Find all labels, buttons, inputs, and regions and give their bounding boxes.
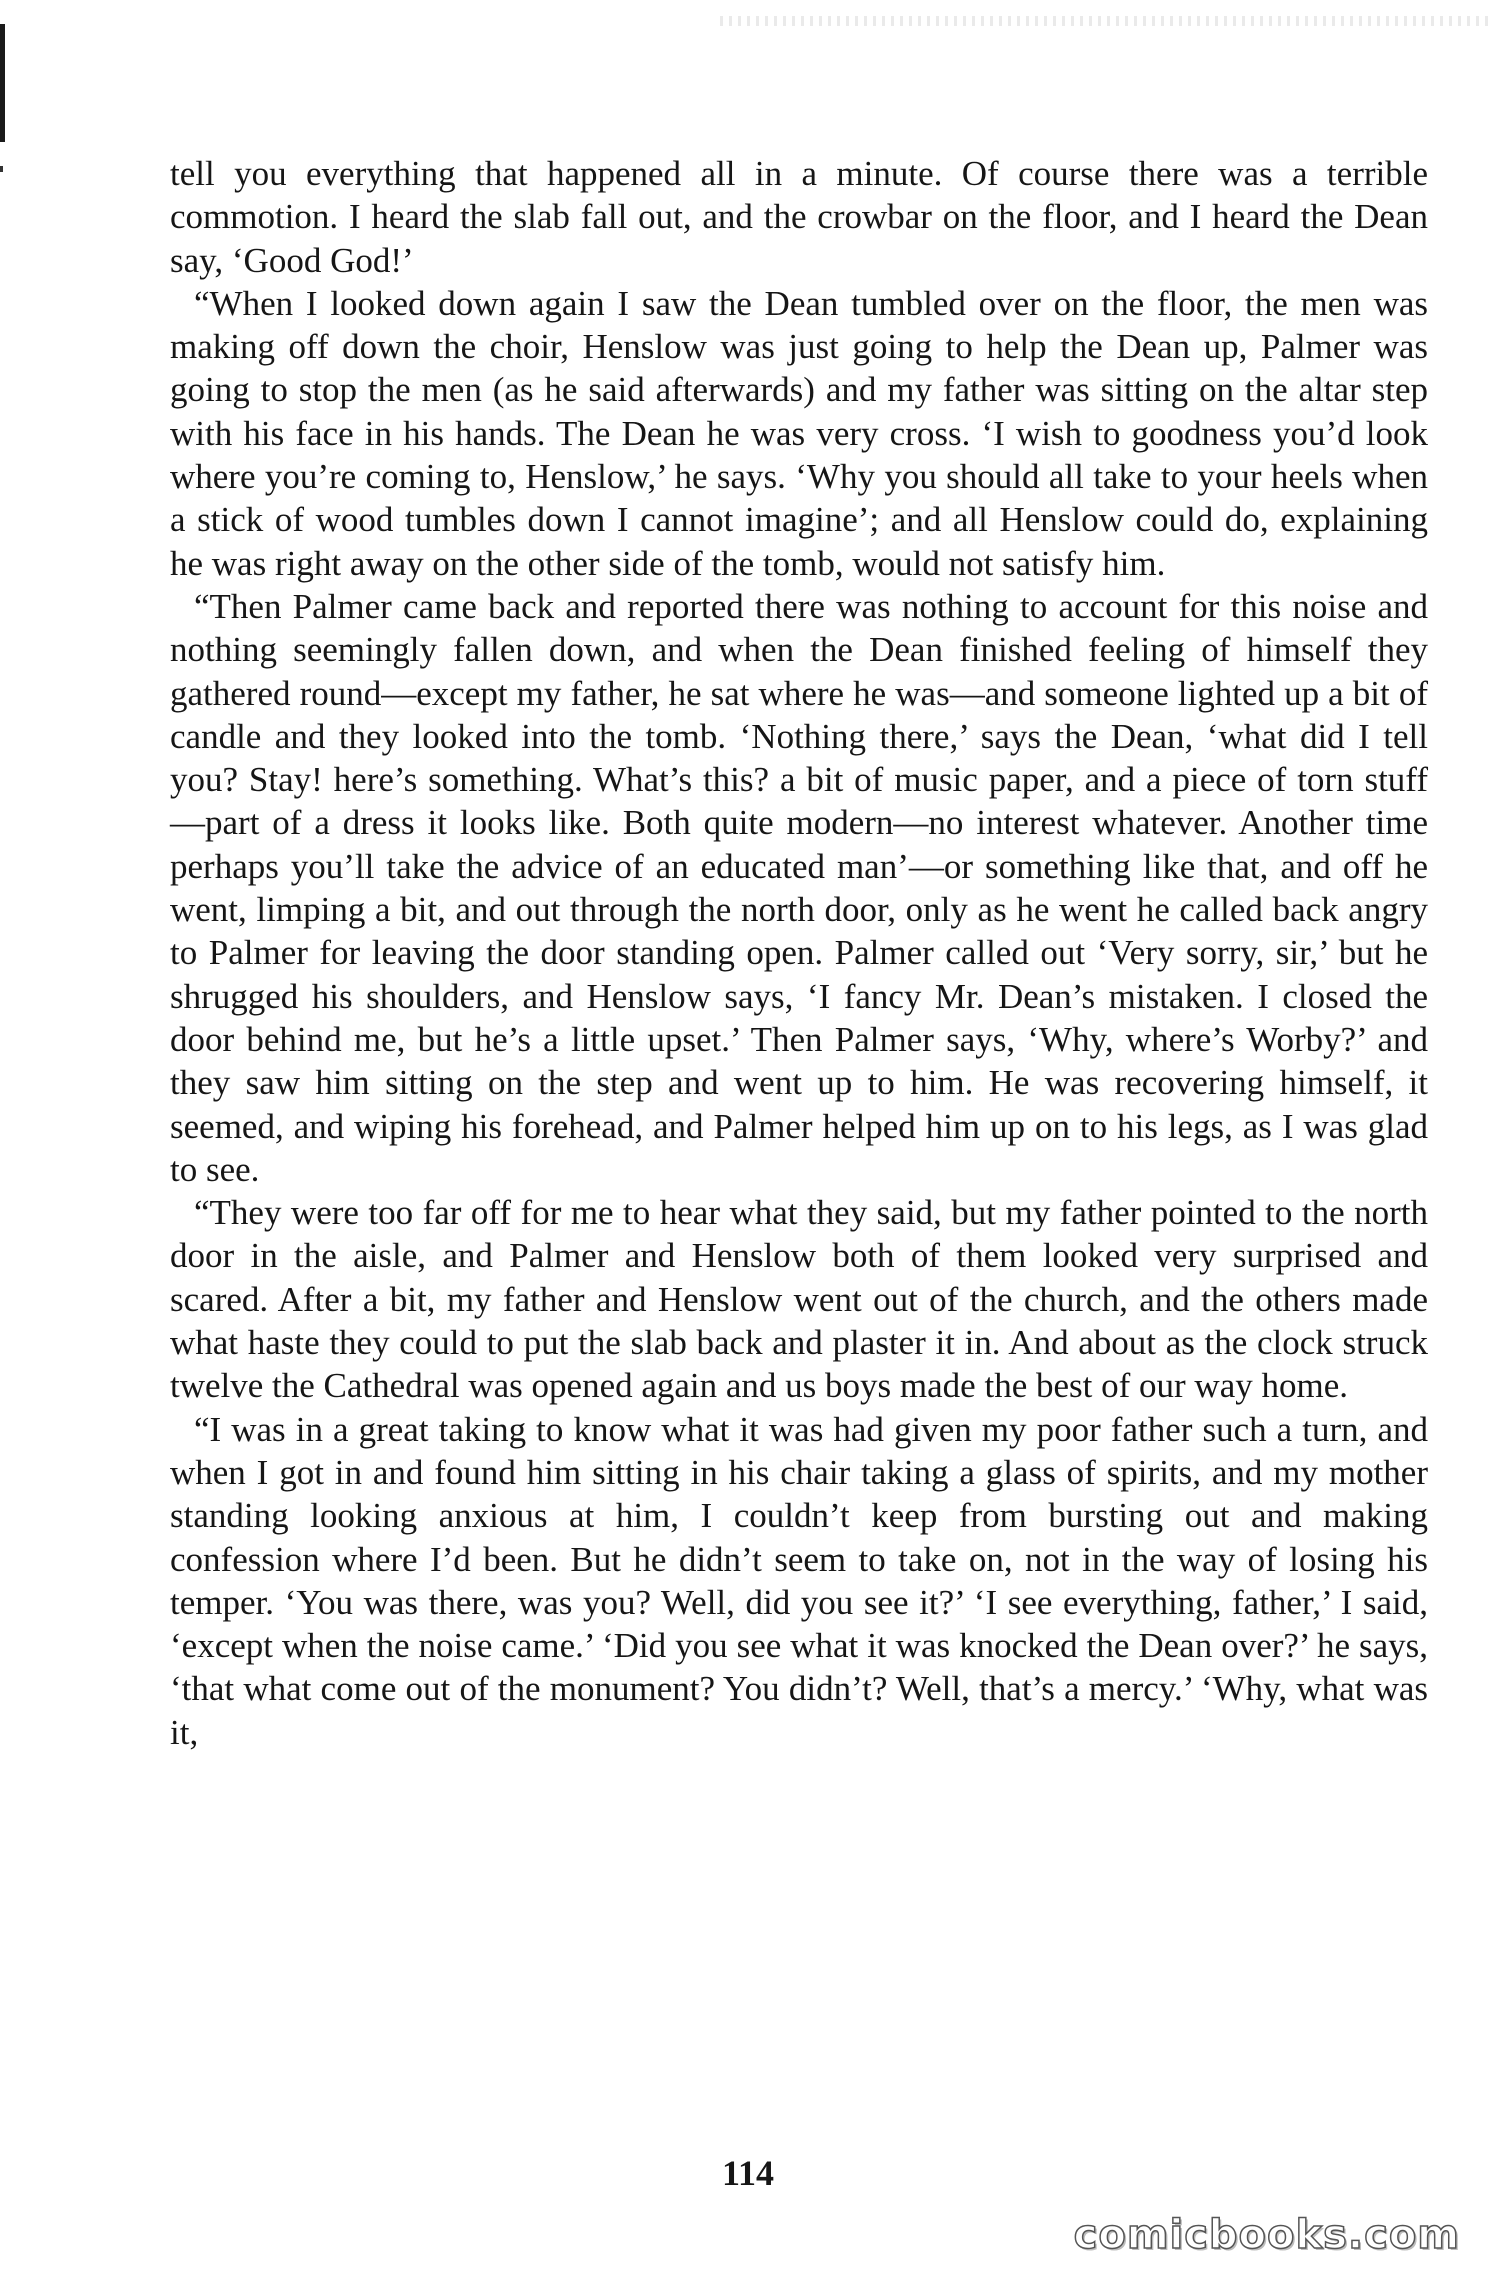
- site-watermark: comicbooks.com: [1073, 2212, 1460, 2258]
- scan-edge-dot: [0, 166, 3, 172]
- scan-smudge: [720, 16, 1490, 26]
- page-body: [170, 152, 1428, 1754]
- paragraph-4: “They were too far off for me to hear what they said, but my father pointed to the north door in the aisle, and Palmer and Henslow both of them looked very surprised and scared. After a bit, my father and Henslow went out of the church, and the others made what haste they could to put the slab back and plaster it in. And about as the clock struck twelve the Cathedral was opened again and us boys made the best of our way home.: [170, 1193, 1428, 1406]
- page-number: 114: [721, 2153, 774, 2193]
- paragraph-3: “Then Palmer came back and reported there was nothing to account for this noise and nothing seemingly fallen down, and when the Dean finished feeling of himself they gathered round—except my father, he sat where he was—and someone lighted up a bit of candle and they looked into the tomb. ‘Nothing there,’ says the Dean, ‘what did I tell you? Stay! here’s something. What’s this? a bit of music paper, and a piece of torn stuff—part of a dress it looks like. Both quite modern—no interest whatever. Another time perhaps you’ll take the advice of an educated man’—or something like that, and off he went, limping a bit, and out through the north door, only as he went he called back angry to Palmer for leaving the door standing open. Palmer called out ‘Very sorry, sir,’ but he shrugged his shoulders, and Henslow says, ‘I fancy Mr. Dean’s mistaken. I closed the door behind me, but he’s a little upset.’ Then Palmer says, ‘Why, where’s Worby?’ and they saw him sitting on the step and went up to him. He was recovering himself, it seemed, and wiping his forehead, and Palmer helped him up on to his legs, as I was glad to see.: [170, 586, 1428, 1189]
- paragraph-2: “When I looked down again I saw the Dean tumbled over on the floor, the men was making off down the choir, Henslow was just going to help the Dean up, Palmer was going to stop the men (as he said afterwards) and my father was sitting on the altar step with his face in his hands. The Dean he was very cross. ‘I wish to goodness you’d look where you’re coming to, Henslow,’ he says. ‘Why you should all take to your heels when a stick of wood tumbles down I cannot imagine’; and all Henslow could do, explaining he was right away on the other side of the tomb, would not satisfy him.: [170, 283, 1428, 583]
- paragraph-5: “I was in a great taking to know what it was had given my poor father such a turn, and when I got in and found him sitting in his chair taking a glass of spirits, and my mother standing looking anxious at him, I couldn’t keep from bursting out and making confession where I’d been. But he didn’t seem to take on, not in the way of losing his temper. ‘You was there, was you? Well, did you see it?’ ‘I see everything, father,’ I said, ‘except when the noise came.’ ‘Did you see what it was knocked the Dean over?’ he says, ‘that what come out of the monument? You didn’t? Well, that’s a mercy.’ ‘Why, what was it,: [170, 1409, 1428, 1752]
- paragraph-1: tell you everything that happened all in a minute. Of course there was a terrible commotion. I heard the slab fall out, and the crowbar on the floor, and I heard the Dean say, ‘Good God!’: [170, 154, 1428, 280]
- scan-edge-mark: [0, 24, 5, 142]
